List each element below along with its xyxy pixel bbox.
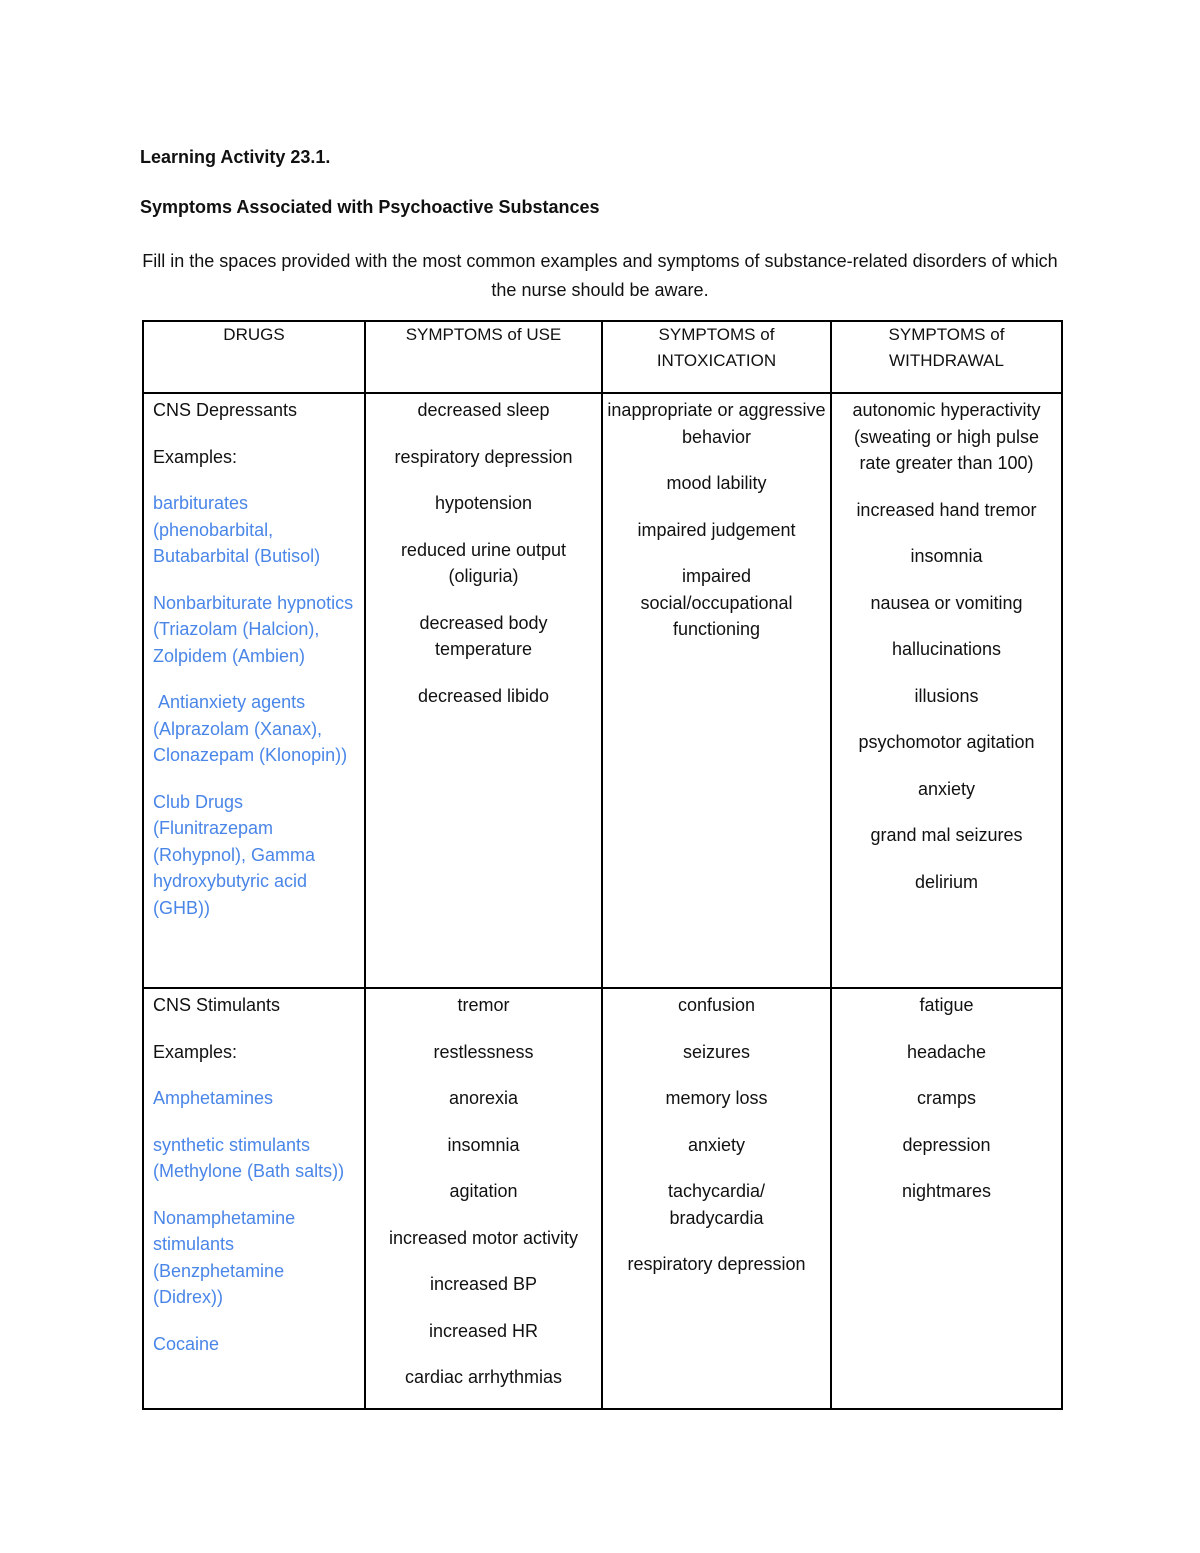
example-item: Nonamphetamine stimulants (Benzphetamine (Didrex)) xyxy=(153,1207,296,1307)
example-item: Antianxiety agents (Alprazolam (Xanax), Clonazepam (Klonopin)) xyxy=(153,692,348,765)
symptoms-table xyxy=(142,320,1063,1410)
header-symptoms-of-use: SYMPTOMS of USE xyxy=(365,321,602,393)
symptom-item: psychomotor agitation xyxy=(858,732,1035,752)
symptom-item: cramps xyxy=(916,1088,976,1108)
symptom-item: anxiety xyxy=(687,1134,746,1155)
symptom-item: illusions xyxy=(914,685,979,706)
table-row xyxy=(143,988,1062,1409)
withdrawal-symptoms-cell xyxy=(831,988,1062,1409)
symptom-item: agitation xyxy=(449,1181,518,1201)
header-symptoms-of-intoxication: SYMPTOMS of INTOXICATION xyxy=(602,321,831,393)
example-item: Cocaine xyxy=(153,1333,220,1354)
symptom-item: impaired social/occupational functioning xyxy=(640,566,793,639)
example-item: synthetic stimulants (Methylone (Bath salts)) xyxy=(153,1134,345,1181)
drug-cell xyxy=(143,393,365,988)
symptom-item: delirium xyxy=(914,871,979,892)
symptom-item: increased motor activity xyxy=(388,1227,579,1248)
examples-label: Examples: xyxy=(153,1041,238,1062)
symptom-item: seizures xyxy=(682,1041,751,1062)
symptom-item: anxiety xyxy=(917,778,976,799)
symptom-item: mood lability xyxy=(666,473,767,493)
drug-class-name: CNS Stimulants xyxy=(153,995,281,1015)
example-item: Club Drugs (Flunitrazepam (Rohypnol), Gamma hydroxybutyric acid (GHB)) xyxy=(153,791,316,918)
symptom-item: grand mal seizures xyxy=(870,825,1023,845)
drug-cell xyxy=(143,988,365,1409)
symptom-item: autonomic hyperactivity (sweating or high pulse rate greater than 100) xyxy=(852,400,1041,473)
symptom-item: decreased body temperature xyxy=(419,612,548,659)
symptom-item: hypotension xyxy=(434,493,533,513)
intoxication-symptoms-cell xyxy=(602,393,831,988)
symptom-item: nightmares xyxy=(901,1181,992,1201)
intoxication-symptoms-cell xyxy=(602,988,831,1409)
symptom-item: nausea or vomiting xyxy=(870,592,1023,613)
table-header-row xyxy=(143,321,1062,393)
symptom-item: impaired judgement xyxy=(637,519,796,540)
symptom-item: cardiac arrhythmias xyxy=(404,1367,563,1387)
examples-label: Examples: xyxy=(153,446,238,467)
symptom-item: confusion xyxy=(677,995,756,1015)
symptom-item: depression xyxy=(902,1134,991,1155)
symptom-item: increased HR xyxy=(428,1320,539,1341)
example-item: Nonbarbiturate hypnotics (Triazolam (Halcion), Zolpidem (Ambien) xyxy=(153,592,354,666)
symptom-item: insomnia xyxy=(910,546,983,566)
header-drugs: DRUGS xyxy=(143,321,365,393)
symptom-item: fatigue xyxy=(919,995,974,1015)
symptom-item: inappropriate or aggressive behavior xyxy=(607,400,826,447)
symptom-item: decreased libido xyxy=(417,685,550,706)
withdrawal-symptoms-cell xyxy=(831,393,1062,988)
symptom-item: tachycardia/ bradycardia xyxy=(667,1181,766,1228)
symptom-item: respiratory depression xyxy=(627,1254,806,1274)
symptom-item: restlessness xyxy=(433,1041,534,1062)
symptom-item: decreased sleep xyxy=(417,400,550,420)
drug-class-name: CNS Depressants xyxy=(153,400,298,420)
example-item: barbiturates (phenobarbital, Butabarbital (Butisol) xyxy=(153,493,321,566)
symptom-item: respiratory depression xyxy=(394,446,573,467)
page-heading: Learning Activity 23.1. xyxy=(140,147,331,167)
table-row xyxy=(143,393,1062,988)
symptom-item: memory loss xyxy=(665,1088,768,1108)
symptom-item: hallucinations xyxy=(891,639,1002,659)
section-title: Symptoms Associated with Psychoactive Substances xyxy=(140,197,600,217)
symptom-item: headache xyxy=(906,1041,987,1062)
symptom-item: insomnia xyxy=(447,1134,520,1155)
example-item: Amphetamines xyxy=(153,1088,274,1108)
symptom-item: anorexia xyxy=(448,1088,519,1108)
instructions-text: Fill in the spaces provided with the most common examples and symptoms of substance-related disorders of which the nurse should be aware. xyxy=(142,251,1058,300)
symptom-item: increased hand tremor xyxy=(856,499,1037,520)
use-symptoms-cell xyxy=(365,988,602,1409)
symptom-item: increased BP xyxy=(429,1274,538,1294)
symptom-item: tremor xyxy=(457,995,510,1015)
symptom-item: reduced urine output (oliguria) xyxy=(400,539,567,586)
header-symptoms-of-withdrawal: SYMPTOMS of WITHDRAWAL xyxy=(831,321,1062,393)
use-symptoms-cell xyxy=(365,393,602,988)
